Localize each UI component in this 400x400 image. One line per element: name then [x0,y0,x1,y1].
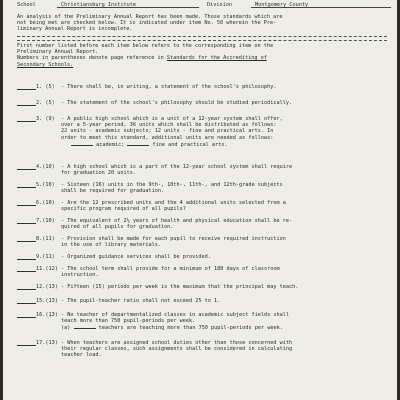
academic-units-blank[interactable] [71,141,93,146]
document-page: School Christiansburg Institute Division Montgomery County An analysis of the Preliminary Annual Report has been made. Those standards which are not being met are checked below. It is indicated under item No. 50 wherein the Pre- liminary Annual Report is incomplete. First number listed before each item below refers to the corresponding item on the Preliminary Annual Report. Numbers in parentheses denote page reference in Standards for the Accrediting of Secondary Schools. 1. (5) - There shall be, in writing, a statement of the school's philosophy. 2. (5) - The statement of the school's philosophy should be studied periodically. 3. (9) - A public high school which is a unit of a 12-year system shall offer, over a 5-year period, 36 units which shall be distributed as follows: 22 units - academic subjects; 12 units - fine and practical arts. In order to meet this standard, additional units are needed as follows: academic; fine and practical arts. 4.(10) - A high school which is a part of the 12-year school system shall require for graduation 20 units. 5.(10) - Sixteen (16) units in the 9th-, 10th-, 11th-, and 12th-grade subjects shall be required for graduation. 6.(10) - Are the 12 prescribed units and the 4 additional units selected from a specific program required of all pupils? 7.(10) - The equivalent of 2½ years of health and physical education shall be re- quired of all pupils for graduation. 8.(11) - Provision shall be made for each pupil to receive required instruction in the use of library materials. 9.(11) - Organized guidance services shall be provided. 11.(12) - The school term shall provide for a minimum of 180 days of classroom instruction. 12.(13) - Fifteen (15) periods per week is the maximum that the principal may teach. 15.(13) - The pupil-teacher ratio shall not exceed 25 to 1. 16.(13) - No teacher of departmentalized classes in academic subject fields shall teach more than 750 pupil-periods per week. (a) teachers are teaching more than 750 pupil-periods per week. 17.(13) - When teachers are assigned school duties other than those concerned with their regular classes, such assignments shall be considered in calculating teacher load. [3,0,397,400]
check-blank[interactable] [17,169,36,170]
check-blank[interactable] [17,303,36,304]
header-row [17,2,389,10]
school-label: School [17,2,36,8]
teachers-count-blank[interactable] [74,324,96,329]
division-label: Division [207,2,232,8]
division-name: Montgomery County [255,2,309,8]
check-blank[interactable] [17,187,36,188]
check-blank[interactable] [17,241,36,242]
check-blank[interactable] [17,223,36,224]
check-blank[interactable] [17,121,36,122]
check-blank[interactable] [17,259,36,260]
standards-title: Standards for the Accrediting of [166,55,267,62]
instructions: First number listed before each item below refers to the corresponding item on the Preliminary Annual Report. Numbers in parentheses denote page reference in Standards for the Accrediting of Secondary Schools. [17,43,274,68]
check-blank[interactable] [17,345,36,346]
check-blank[interactable] [17,289,36,290]
dashed-divider [17,36,387,37]
intro-paragraph: An analysis of the Preliminary Annual Report has been made. Those standards which are not being met are checked below. It is indicated under item No. 50 wherein the Pre- liminary Annual Report is incomplete. [17,14,283,33]
dashed-divider [17,40,387,41]
fine-arts-units-blank[interactable] [127,141,149,146]
school-underline [57,7,199,8]
check-blank[interactable] [17,105,36,106]
check-blank[interactable] [17,271,36,272]
school-name: Christiansburg Institute [61,2,136,8]
check-blank[interactable] [17,317,36,318]
check-blank[interactable] [17,89,36,90]
check-blank[interactable] [17,205,36,206]
division-underline [251,7,391,8]
